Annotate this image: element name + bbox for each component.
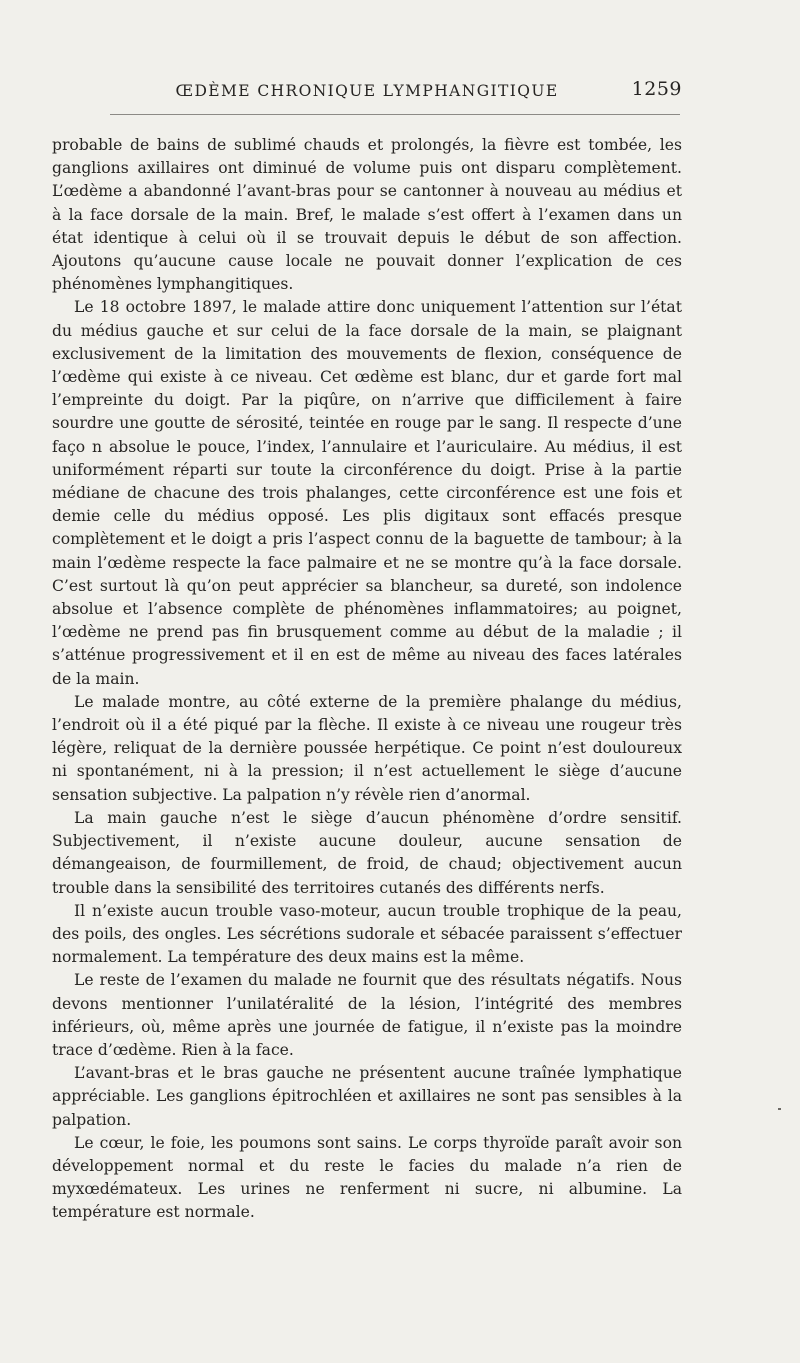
body-text	[52, 134, 682, 1225]
header-rule	[110, 114, 680, 115]
paragraph: Le 18 octobre 1897, le malade attire donc uniquement l’attention sur l’état du médius gauche et sur celui de la face dorsale de la main, se plaignant exclusivement de la limitation des mouvements de flexion, conséquence de l’œdème qui existe à ce niveau. Cet œdème est blanc, dur et garde fort mal l’empreinte du doigt. Par la piqûre, on n’arrive que difficilement à faire sourdre une goutte de sérosité, teintée en rouge par le sang. Il respecte d’une faço n absolue le pouce, l’index, l’annulaire et l’auriculaire. Au médius, il est uniformément réparti sur toute la circonférence du doigt. Prise à la partie médiane de chacune des trois phalanges, cette circonférence est une fois et demie celle du médius opposé. Les plis digitaux sont effacés presque complètement et le doigt a pris l’aspect connu de la baguette de tambour; à la main l’œdème respecte la face palmaire et ne se montre qu’à la face dorsale. C’est surtout là qu’on peut apprécier sa blancheur, sa dureté, son indolence absolue et l’absence complète de phénomènes inflammatoires; au poignet, l’œdème ne prend pas fin brusquement comme au début de la maladie ; il s’atténue progressivement et il en est de même au niveau des faces latérales de la main.	[52, 298, 682, 688]
paragraph: L’avant-bras et le bras gauche ne présentent aucune traînée lymphatique appréciable. Les ganglions épitrochléen et axillaires ne sont pas sensibles à la palpation.	[52, 1064, 682, 1129]
paragraph: La main gauche n’est le siège d’aucun phénomène d’ordre sensitif. Subjectivement, il n’existe aucune douleur, aucune sensation de démangeaison, de fourmillement, de froid, de chaud; objectivement aucun trouble dans la sensibilité des territoires cutanés des différents nerfs.	[52, 808, 682, 897]
paragraph: Le reste de l’examen du malade ne fournit que des résultats négatifs. Nous devons mentionner l’unilatéralité de la lésion, l’intégrité des membres inférieurs, où, même après une journée de fatigue, il n’existe pas la moindre trace d’œdème. Rien à la face.	[52, 971, 682, 1059]
paragraph: Le cœur, le foie, les poumons sont sains. Le corps thyroïde paraît avoir son développement normal et du reste le facies du malade n’a rien de myxœdémateux. Les urines ne renferment ni sucre, ni albumine. La température est normale.	[52, 1133, 682, 1222]
paragraph: Le malade montre, au côté externe de la première phalange du médius, l’endroit où il a été piqué par la flèche. Il existe à ce niveau une rougeur très légère, reliquat de la dernière poussée herpétique. Ce point n’est douloureux ni spontanément, ni à la pression; il n’est actuellement le siège d’aucune sensation subjective. La palpation n’y révèle rien d’anormal.	[52, 692, 682, 804]
paragraph: Il n’existe aucun trouble vaso-moteur, aucun trouble trophique de la peau, des poils, des ongles. Les sécrétions sudorale et sébacée paraissent s’effectuer normalement. La température des deux mains est la même.	[52, 901, 682, 967]
running-title: ŒDÈME CHRONIQUE LYMPHANGITIQUE	[175, 82, 559, 100]
margin-mark	[778, 1108, 781, 1110]
paragraph-continued: probable de bains de sublimé chauds et prolongés, la fièvre est tombée, les ganglions axillaires ont diminué de volume puis ont disparu complètement. L’œdème a abandonné l’avant-bras pour se cantonner à nouveau au médius et à la face dorsale de la main. Bref, le malade s’est offert à l’examen dans un état identique à celui où il se trouvait depuis le début de son affection. Ajoutons qu’aucune cause locale ne pouvait donner l’explication de ces phénomènes lymphangitiques.	[52, 136, 682, 294]
running-head	[52, 78, 682, 104]
page-number: 1259	[631, 78, 682, 100]
